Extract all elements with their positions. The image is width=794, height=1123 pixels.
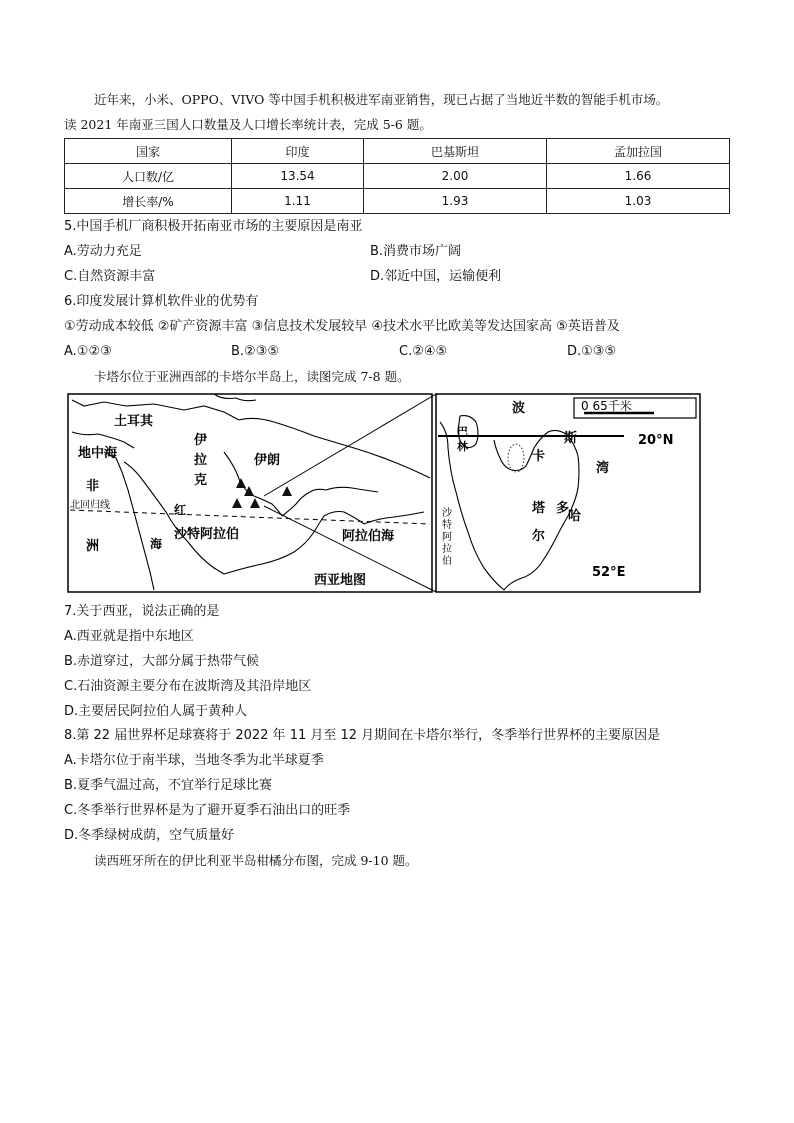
table-cell: 2.00 bbox=[364, 164, 547, 189]
label-saudi-v-5: 伯 bbox=[442, 556, 452, 567]
intro-paragraph-line2: 读 2021 年南亚三国人口数量及人口增长率统计表，完成 5-6 题。 bbox=[64, 117, 432, 132]
table-cell: 13.54 bbox=[232, 164, 364, 189]
q5-option-d: D.邻近中国，运输便利 bbox=[370, 269, 502, 284]
population-table bbox=[64, 138, 730, 214]
west-asia-map bbox=[64, 392, 704, 594]
q8-option-d: D.冬季绿树成荫，空气质量好 bbox=[64, 828, 235, 843]
q5-option-c: C.自然资源丰富 bbox=[64, 269, 156, 284]
label-saudi-v-1: 沙 bbox=[442, 508, 452, 519]
label-qatar-2: 塔 bbox=[532, 501, 546, 516]
table-cell: 增长率/% bbox=[65, 189, 232, 214]
intro-paragraph-line1: 近年来，小米、OPPO、VIVO 等中国手机积极进军南亚销售，现已占据了当地近半数的智能手机市场。 bbox=[94, 92, 669, 107]
table-cell: 1.11 bbox=[232, 189, 364, 214]
question-5-stem: 5.中国手机厂商积极开拓南亚市场的主要原因是南亚 bbox=[64, 219, 363, 234]
table-cell: 1.66 bbox=[546, 164, 729, 189]
label-qatar-3: 尔 bbox=[532, 529, 546, 544]
q6-option-b: B.②③⑤ bbox=[231, 344, 280, 359]
q8-option-a: A.卡塔尔位于南半球，当地冬季为北半球夏季 bbox=[64, 753, 324, 768]
question-8-stem: 8.第 22 届世界杯足球赛将于 2022 年 11 月至 12 月期间在卡塔尔举行，冬季举行世界杯的主要原因是 bbox=[64, 728, 661, 743]
q7-option-b: B.赤道穿过，大部分属于热带气候 bbox=[64, 654, 260, 669]
label-persian-bo: 波 bbox=[512, 401, 526, 416]
label-mediterranean: 地中海 bbox=[78, 446, 118, 461]
q8-option-b: B.夏季气温过高，不宜举行足球比赛 bbox=[64, 778, 273, 793]
label-persian-wan: 湾 bbox=[596, 461, 610, 476]
q6-option-d: D.①③⑤ bbox=[567, 344, 617, 359]
scale-label: 0 65千米 bbox=[581, 399, 632, 413]
label-bahrain-2: 林 bbox=[457, 440, 468, 453]
label-saudi-arabia: 沙特阿拉伯 bbox=[174, 527, 240, 542]
label-arabian-sea: 阿拉伯海 bbox=[342, 529, 395, 544]
table-cell: 1.03 bbox=[546, 189, 729, 214]
label-red-sea-2: 海 bbox=[150, 537, 163, 551]
label-saudi-v-4: 拉 bbox=[442, 544, 452, 555]
label-iran: 伊朗 bbox=[254, 453, 281, 468]
q8-option-c: C.冬季举行世界杯是为了避开夏季石油出口的旺季 bbox=[64, 803, 351, 818]
label-persian-si: 斯 bbox=[564, 431, 578, 446]
intro-paragraph-iberia: 读西班牙所在的伊比利亚半岛柑橘分布图，完成 9-10 题。 bbox=[94, 853, 418, 868]
table-cell: 1.93 bbox=[364, 189, 547, 214]
label-iraq-3: 克 bbox=[194, 473, 208, 488]
label-saudi-v-3: 阿 bbox=[442, 532, 452, 543]
label-turkey: 土耳其 bbox=[114, 414, 154, 429]
table-cell: 人口数/亿 bbox=[65, 164, 232, 189]
tropic-of-cancer-line bbox=[70, 510, 430, 524]
table-header-row bbox=[65, 139, 730, 164]
q6-option-a: A.①②③ bbox=[64, 344, 112, 359]
table-header-cell: 孟加拉国 bbox=[546, 139, 729, 164]
table-header-cell: 印度 bbox=[232, 139, 364, 164]
label-20n: 20°N bbox=[638, 433, 674, 448]
intro-paragraph-qatar: 卡塔尔位于亚洲西部的卡塔尔半岛上，读图完成 7-8 题。 bbox=[94, 369, 410, 384]
label-saudi-v-2: 特 bbox=[442, 520, 452, 531]
question-6-stem: 6.印度发展计算机软件业的优势有 bbox=[64, 294, 259, 309]
right-map-frame bbox=[436, 394, 700, 592]
label-doha-2: 哈 bbox=[568, 509, 582, 524]
table-row bbox=[65, 189, 730, 214]
label-qatar-1: 卡 bbox=[532, 449, 546, 464]
label-africa-2: 洲 bbox=[86, 539, 100, 554]
q7-option-d: D.主要居民阿拉伯人属于黄种人 bbox=[64, 704, 248, 719]
question-7-stem: 7.关于西亚，说法正确的是 bbox=[64, 604, 220, 619]
q7-option-a: A.西亚就是指中东地区 bbox=[64, 629, 194, 644]
dotted-region bbox=[508, 444, 524, 472]
label-52e: 52°E bbox=[592, 565, 626, 580]
q5-option-b: B.消费市场广阔 bbox=[370, 244, 462, 259]
label-africa-1: 非 bbox=[86, 479, 100, 494]
q7-option-c: C.石油资源主要分布在波斯湾及其沿岸地区 bbox=[64, 679, 312, 694]
q6-items: ①劳动成本较低 ②矿产资源丰富 ③信息技术发展较早 ④技术水平比欧美等发达国家高 ⑤英语普及 bbox=[64, 319, 620, 334]
q5-option-a: A.劳动力充足 bbox=[64, 244, 142, 259]
label-tropic: 北回归线 bbox=[70, 500, 110, 511]
table-header-cell: 国家 bbox=[65, 139, 232, 164]
label-iraq-2: 拉 bbox=[194, 453, 208, 468]
map-title: 西亚地图 bbox=[314, 573, 367, 588]
oil-field-markers bbox=[232, 478, 292, 508]
label-red-sea-1: 红 bbox=[174, 503, 187, 517]
label-bahrain-1: 巴 bbox=[457, 425, 468, 438]
label-iraq-1: 伊 bbox=[194, 433, 208, 448]
inset-connector-top bbox=[264, 394, 436, 496]
label-doha-1: 多 bbox=[556, 501, 570, 516]
q6-option-c: C.②④⑤ bbox=[399, 344, 448, 359]
table-row bbox=[65, 164, 730, 189]
table-header-cell: 巴基斯坦 bbox=[364, 139, 547, 164]
